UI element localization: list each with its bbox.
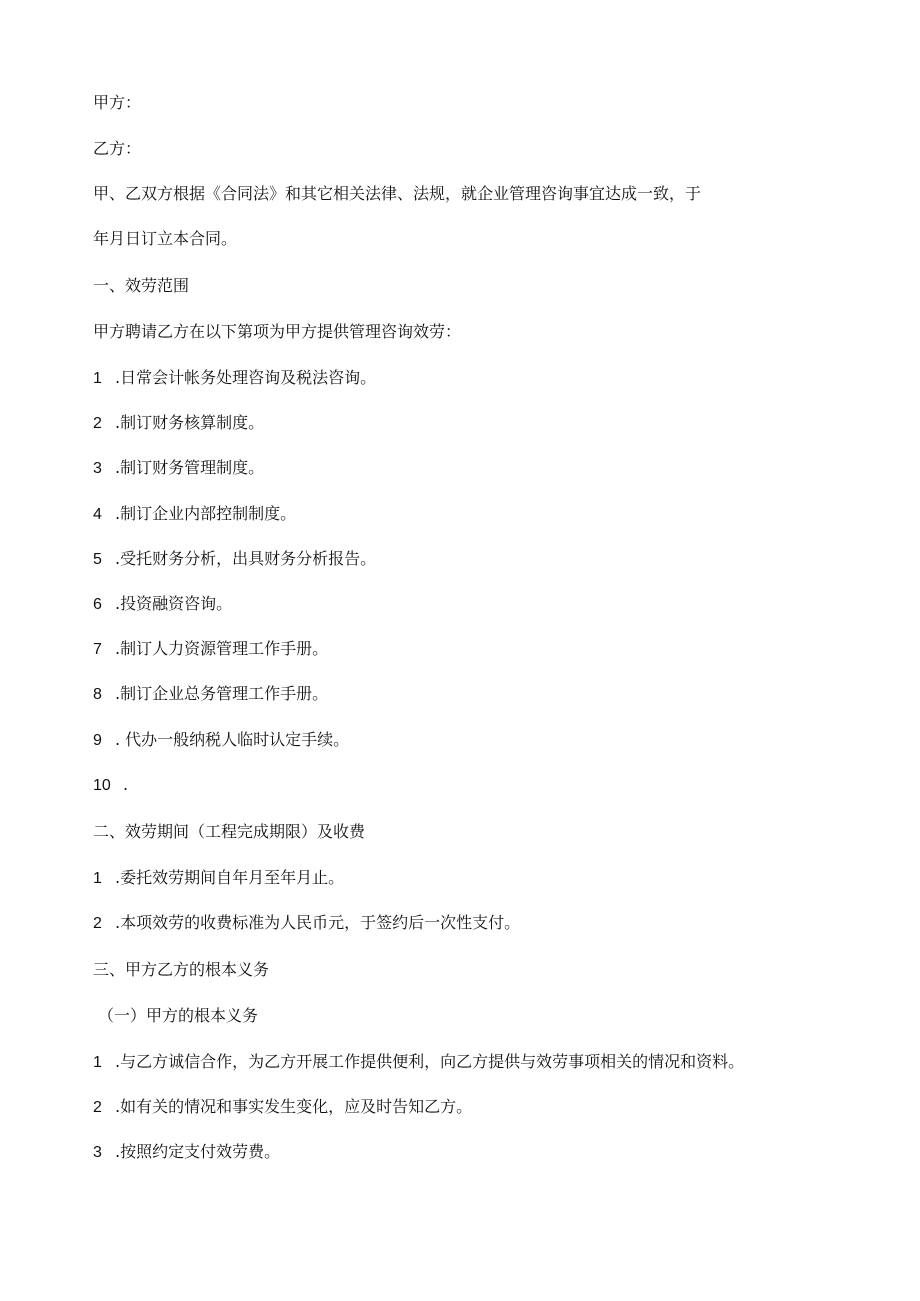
- list-item-text: .与乙方诚信合作，为乙方开展工作提供便利，向乙方提供与效劳事项相关的情况和资料。: [115, 1052, 745, 1071]
- list-item: [93, 1052, 744, 1073]
- section-2-title: 二、效劳期间（工程完成期限）及收费: [93, 822, 366, 841]
- list-item-number: 10: [93, 777, 111, 794]
- list-item-number: 1: [93, 370, 102, 387]
- list-item-text: .制订企业总务管理工作手册。: [115, 684, 329, 703]
- list-item-number: 9: [93, 732, 102, 749]
- list-item-number: 1: [93, 1054, 102, 1071]
- list-item-text: .按照约定支付效劳费。: [115, 1142, 281, 1161]
- list-item-number: 3: [93, 1144, 102, 1161]
- list-item: [93, 594, 232, 615]
- list-item-number: 2: [93, 1099, 102, 1116]
- intro-line-2: 年月日订立本合同。: [93, 229, 238, 248]
- list-item-text: .委托效劳期间自年月至年月止。: [115, 868, 345, 887]
- list-item: [93, 868, 344, 889]
- list-item-number: 1: [93, 870, 102, 887]
- list-item: [93, 639, 328, 660]
- list-item-number: 4: [93, 506, 102, 523]
- party-a-label: 甲方：: [93, 93, 142, 112]
- list-item: [93, 504, 296, 525]
- list-item: [93, 730, 349, 751]
- list-item: [93, 458, 264, 479]
- list-item-text: . 代办一般纳税人临时认定手续。: [115, 730, 350, 749]
- list-item-text: .如有关的情况和事实发生变化，应及时告知乙方。: [115, 1097, 473, 1116]
- list-item: [93, 913, 520, 934]
- list-item-number: 7: [93, 641, 102, 658]
- list-item-number: 6: [93, 596, 102, 613]
- list-item-text: .制订财务管理制度。: [115, 458, 265, 477]
- list-item-text: .本项效劳的收费标准为人民币元，于签约后一次性支付。: [115, 913, 521, 932]
- list-item-number: 8: [93, 686, 102, 703]
- list-item-text: .制订人力资源管理工作手册。: [115, 639, 329, 658]
- list-item: [93, 368, 376, 389]
- section-3-title: 三、甲方乙方的根本义务: [93, 960, 270, 979]
- section-1-lead: 甲方聘请乙方在以下第项为甲方提供管理咨询效劳：: [93, 322, 462, 341]
- list-item-number: 2: [93, 915, 102, 932]
- list-item-text: .制订财务核算制度。: [115, 413, 265, 432]
- list-item: [93, 684, 328, 705]
- list-item-text: .日常会计帐务处理咨询及税法咨询。: [115, 368, 377, 387]
- list-item-text: .受托财务分析，出具财务分析报告。: [115, 549, 377, 568]
- list-item: [93, 549, 376, 570]
- list-item-text: .制订企业内部控制制度。: [115, 504, 297, 523]
- list-item-number: 3: [93, 460, 102, 477]
- section-1-title: 一、效劳范围: [93, 276, 190, 295]
- list-item: [93, 1142, 280, 1163]
- party-b-label: 乙方：: [93, 139, 142, 158]
- intro-line-1: 甲、乙双方根据《合同法》和其它相关法律、法规，就企业管理咨询事宜达成一致，于: [93, 184, 702, 203]
- list-item: [93, 413, 264, 434]
- list-item-number: 2: [93, 415, 102, 432]
- list-item-number: 5: [93, 551, 102, 568]
- section-3-subheading: （一）甲方的根本义务: [98, 1006, 259, 1025]
- list-item: [93, 775, 128, 796]
- list-item: [93, 1097, 472, 1118]
- list-item-text: .: [123, 775, 129, 794]
- list-item-text: .投资融资咨询。: [115, 594, 233, 613]
